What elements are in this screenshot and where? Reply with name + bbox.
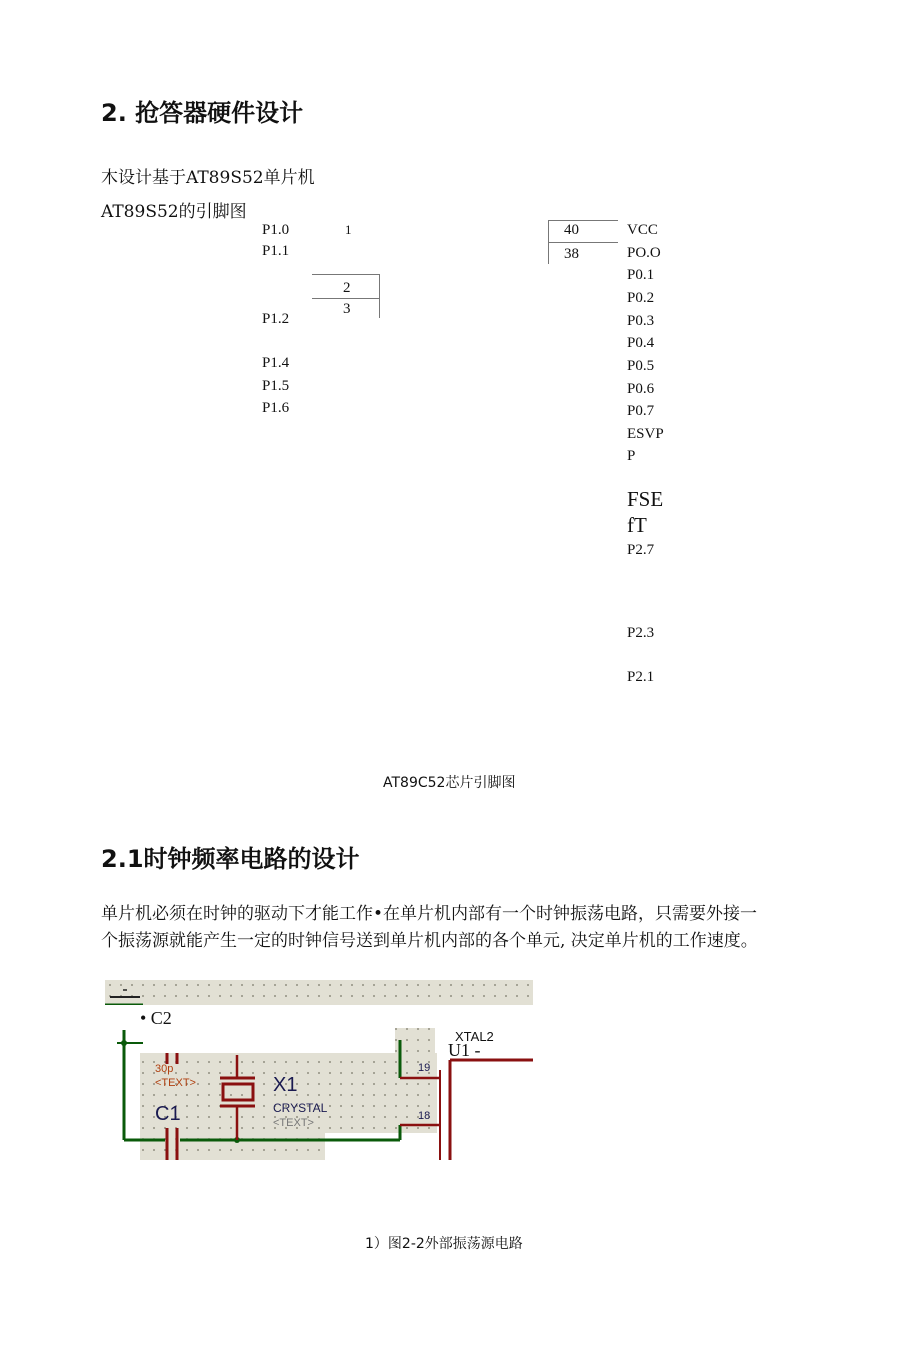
pin-label-left: P1.1 — [262, 243, 290, 259]
u1-label: U1 - — [448, 1040, 481, 1060]
pin-number: 3 — [343, 301, 351, 317]
pin19-label: 19 — [418, 1062, 431, 1074]
pin-number: 40 — [564, 222, 579, 238]
pin-label-right: FSE — [627, 487, 664, 511]
text-tag: <TEXT> — [155, 1077, 196, 1089]
pin-label-right: P0.7 — [627, 403, 655, 419]
cap-value: 30p — [155, 1063, 174, 1075]
pin-label-right: P0.5 — [627, 358, 655, 374]
pin-label-right: P2.1 — [627, 669, 655, 685]
pin-label-right: P0.3 — [627, 313, 655, 329]
pin-line — [312, 274, 379, 275]
pin-label-right: VCC — [627, 222, 658, 238]
c2-label: • C2 — [140, 1008, 172, 1028]
pin-label-left: P1.4 — [262, 355, 290, 371]
pin-label-left: P1.0 — [262, 222, 290, 238]
figure1-caption: AT89C52芯片引脚图 — [383, 775, 516, 791]
figure2-caption: 1）图2-2外部振荡源电路 — [365, 1236, 523, 1252]
pin-label-left: P1.6 — [262, 400, 290, 416]
pin-number: 38 — [564, 246, 579, 262]
intro-line: 木设计基于AT89S52单片机 — [101, 168, 315, 188]
pin-label-right: P0.2 — [627, 290, 655, 306]
pin-label-right: P2.7 — [627, 542, 655, 558]
paragraph: 单片机必须在时钟的驱动下才能工作•在单片机内部有一个时钟振荡电路，只需要外接一个振荡源就能产生一定的时钟信号送到单片机内部的各个单元, 决定单片机的工作速度。 — [101, 904, 758, 951]
pin-label-right: P2.3 — [627, 625, 655, 641]
text-tag-2: <TEXT> — [273, 1117, 314, 1129]
pin-label-right: P0.6 — [627, 381, 655, 397]
oscillator-schematic — [105, 980, 533, 1160]
pin-label-right: PO.O — [627, 245, 661, 261]
x1-label: X1 — [273, 1074, 298, 1096]
pin-number: 1 — [345, 222, 352, 237]
pin-line — [379, 274, 380, 318]
pin-label-left: P1.2 — [262, 311, 290, 327]
pin-line — [548, 220, 618, 221]
pin-line — [548, 242, 618, 243]
pin-label-right: P — [627, 448, 636, 464]
main-heading: 2. 抢答器硬件设计 — [101, 99, 304, 127]
xtal2-label: XTAL2 — [455, 1029, 494, 1044]
pin-label-right: P0.1 — [627, 267, 655, 283]
section-heading: 2.1时钟频率电路的设计 — [101, 845, 360, 873]
crystal-label: CRYSTAL — [273, 1101, 328, 1115]
pin-number: 2 — [343, 280, 351, 296]
pin-label-right: fT — [627, 513, 647, 537]
pin-label-right: ESVP — [627, 426, 664, 442]
pin-label-left: P1.5 — [262, 378, 290, 394]
pin-line — [312, 298, 379, 299]
c1-label: C1 — [155, 1103, 181, 1125]
pin18-label: 18 — [418, 1110, 431, 1122]
pinout-title: AT89S52的引脚图 — [101, 202, 247, 222]
pin-label-right: P0.4 — [627, 335, 655, 351]
